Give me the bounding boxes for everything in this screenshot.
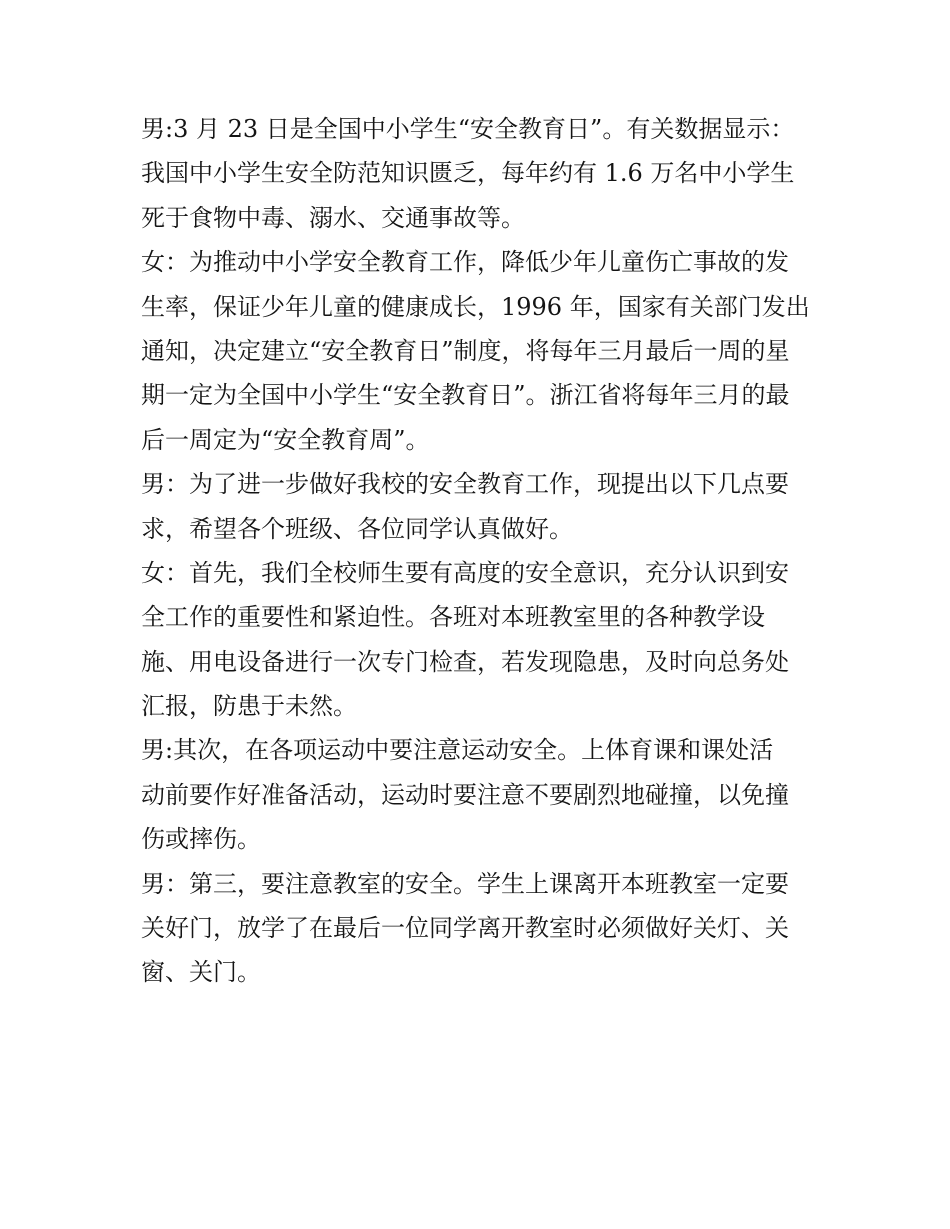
text-line: 女：首先，我们全校师生要有高度的安全意识，充分认识到安 (141, 558, 789, 587)
text-line: 我国中小学生安全防范知识匮乏，每年约有 1.6 万名中小学生 (141, 159, 795, 188)
text-line: 期一定为全国中小学生“安全教育日”。浙江省将每年三月的最 (141, 381, 790, 410)
text-line: 后一周定为“安全教育周”。 (141, 425, 430, 454)
paragraph-4 (141, 551, 821, 729)
paragraph-3 (141, 462, 821, 551)
text-line: 施、用电设备进行一次专门检查，若发现隐患，及时向总务处 (141, 647, 789, 676)
text-line: 动前要作好准备活动，运动时要注意不要剧烈地碰撞，以免撞 (141, 780, 789, 809)
text-line: 汇报，防患于未然。 (141, 692, 357, 721)
text-line: 男：为了进一步做好我校的安全教育工作，现提出以下几点要 (141, 470, 789, 499)
paragraph-1 (141, 107, 821, 240)
text-line: 窗、关门。 (141, 958, 261, 987)
document-body (141, 107, 821, 995)
text-line: 男:其次，在各项运动中要注意运动安全。上体育课和课处活 (141, 736, 774, 765)
text-line: 伤或摔伤。 (141, 825, 261, 854)
text-line: 女：为推动中小学安全教育工作，降低少年儿童伤亡事故的发 (141, 248, 789, 277)
text-line: 男：第三，要注意教室的安全。学生上课离开本班教室一定要 (141, 869, 789, 898)
text-line: 死于食物中毒、溺水、交通事故等。 (141, 203, 525, 232)
paragraph-5 (141, 728, 821, 861)
text-line: 生率，保证少年儿童的健康成长，1996 年，国家有关部门发出 (141, 292, 810, 321)
text-line: 男:3 月 23 日是全国中小学生“安全教育日”。有关数据显示： (141, 115, 795, 143)
text-line: 求，希望各个班级、各位同学认真做好。 (141, 514, 573, 543)
text-line: 关好门，放学了在最后一位同学离开教室时必须做好关灯、关 (141, 914, 789, 943)
paragraph-2 (141, 240, 821, 462)
text-line: 全工作的重要性和紧迫性。各班对本班教室里的各种教学设 (141, 603, 765, 632)
text-line: 通知，决定建立“安全教育日”制度，将每年三月最后一周的星 (141, 336, 790, 365)
paragraph-6 (141, 862, 821, 995)
